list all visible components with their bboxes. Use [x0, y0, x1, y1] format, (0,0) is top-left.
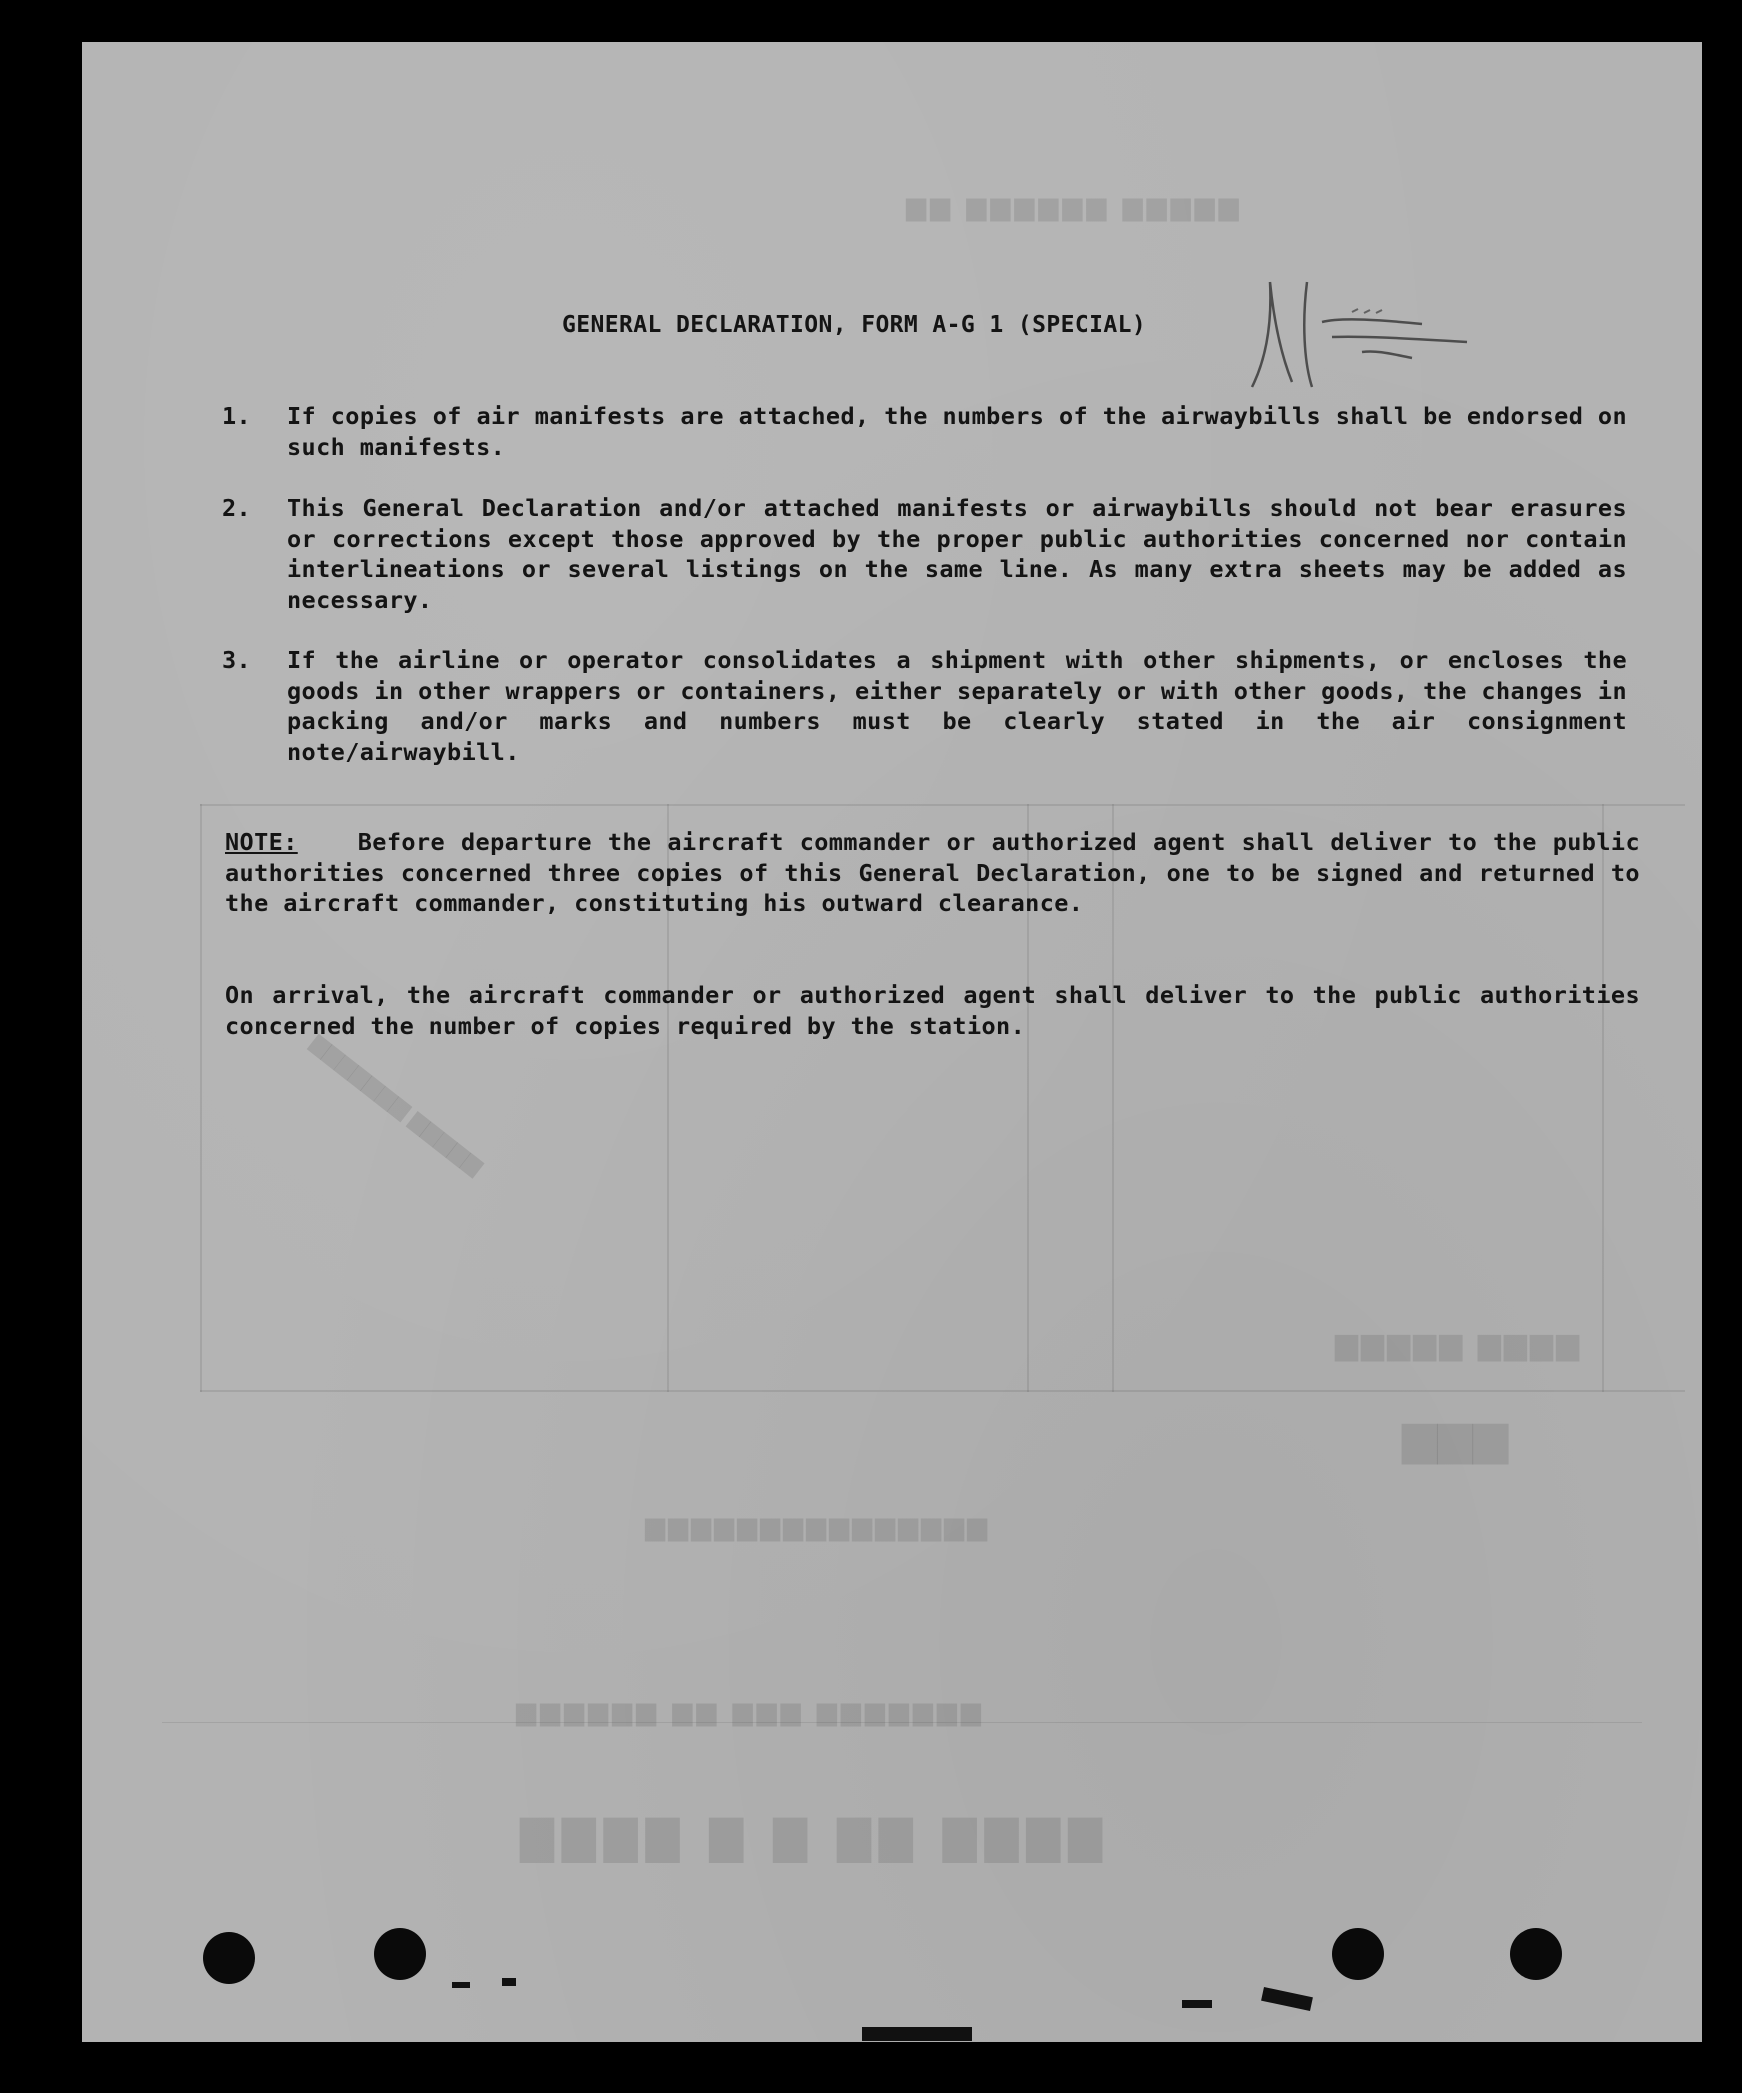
ghost-bleed-text: ▆▆▆: [1402, 1410, 1509, 1464]
note-text: Before departure the aircraft commander or authorized agent shall deliver to the public authorities concerned three copies of this General Declaration, one to be signed and returned to the aircraft commander, constituting his outward clearance.: [225, 828, 1640, 917]
item-text: If the airline or operator consolidates a shipment with other shipments, or encloses the goods in other wrappers or containers, either separately or with other goods, the changes in packing and/or marks and numbers must be clearly stated in the air consignment note/airwaybill.: [287, 646, 1627, 766]
ghost-bleed-text: ▆▆▆▆ ▆▆▆▆▆: [1332, 1327, 1580, 1362]
ghost-table-border: [200, 804, 202, 1392]
note-label: NOTE:: [225, 828, 298, 856]
ghost-table-border: [200, 1390, 1685, 1392]
ghost-bleed-text: ▆▆▆▆▆▆▆ ▆▆▆ ▆▆ ▆▆▆▆▆▆: [512, 1697, 981, 1727]
ghost-bleed-text: ▆▆▆▆▆ ▆▆▆▆▆▆▆: [306, 1029, 488, 1180]
speck: [862, 2027, 972, 2041]
note-paragraph: [225, 827, 1640, 919]
document-page: [82, 42, 1702, 2042]
speck: [452, 1982, 470, 1988]
item-text: If copies of air manifests are attached, the numbers of the airwaybills shall be endorsed on such manifests.: [287, 402, 1627, 461]
arrival-paragraph: On arrival, the aircraft commander or authorized agent shall deliver to the public authorities concerned the number of copies required by the station.: [225, 981, 1640, 1040]
punch-hole: [1332, 1928, 1384, 1980]
speck: [1261, 1987, 1313, 2011]
ghost-bleed-text: ▆▆▆▆▆▆▆▆▆▆▆▆▆▆▆: [642, 1512, 987, 1542]
item-number: 3.: [222, 646, 252, 674]
item-number: 1.: [222, 402, 252, 430]
speck: [502, 1978, 516, 1986]
document-title: GENERAL DECLARATION, FORM A-G 1 (SPECIAL): [562, 312, 1147, 338]
item-text: This General Declaration and/or attached manifests or airwaybills should not bear erasures or corrections except those approved by the proper public authorities concerned nor contain interlineations or several listings on the same line. As many extra sheets may be added as necessary.: [287, 494, 1627, 614]
punch-hole: [1510, 1928, 1562, 1980]
ghost-bleed-text: ▇▇▇▇ ▇▇ ▇ ▇ ▇▇▇▇: [512, 1812, 1102, 1863]
signature-mark: [1212, 262, 1472, 402]
ghost-table-border: [200, 804, 1685, 806]
speck: [1182, 2000, 1212, 2008]
punch-hole: [374, 1928, 426, 1980]
item-number: 2.: [222, 494, 252, 522]
ghost-bleed-text: ▆▆▆▆▆ ▆▆▆▆▆▆ ▆▆: [902, 192, 1239, 222]
punch-hole: [203, 1932, 255, 1984]
